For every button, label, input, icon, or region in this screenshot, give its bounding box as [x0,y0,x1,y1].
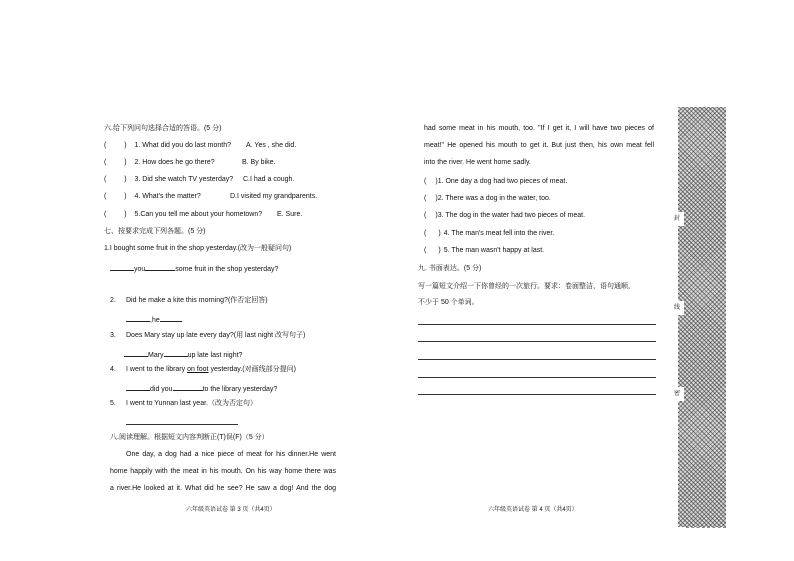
binding-label-mi: 密 [670,387,684,401]
passage-line-5: meat!" He opened his mouth to get it. But just then, his own meat fell [424,142,654,149]
page-footer: 六年级英语试卷 第 3 页（共4页） [186,507,276,513]
choice-row-5: ( ) 5.Can you tell me about your hometown? E. Sure. [104,211,303,218]
section-7-q5-number: 5. [110,400,116,407]
writing-line-3[interactable] [418,359,656,360]
choice-row-3: ( ) 3. Did she watch TV yesterday? C.I had a cough. [104,176,295,183]
passage-line-1: One day, a dog had a nice piece of meat for his dinner.He went [126,451,336,458]
right-exam-page [400,0,794,561]
section-7-q2-answer: ,he [126,313,182,326]
choice-row-1: ( ) 1. What did you do last month? A. Yes , she did. [104,142,297,149]
section-7-q3: Does Mary stay up late every day?(用 last night 改写句子) [126,332,306,339]
section-9-instruction-1: 写一篇短文介绍一下你曾经的一次旅行。要求：卷面整洁，语句通顺， [418,283,635,290]
section-6-title: 六.给下列问句选择合适的答语。(5 分) [104,125,222,132]
answer-line[interactable] [126,424,238,425]
section-7-q1: 1.I bought some fruit in the shop yesterday.(改为一般疑问句) [104,245,292,252]
writing-line-1[interactable] [418,324,656,325]
answer-blank[interactable] [124,348,148,357]
section-7-q5: I went to Yunnan last year.（改为否定句） [126,400,257,407]
section-7-title: 七、按要求完成下列各题。(5 分) [104,228,206,235]
section-7-q4-answer: did you to the library yesterday? [126,382,277,395]
section-7-q2: Did he make a kite this morning?(作否定回答) [126,297,268,304]
tf-item-2: ( )2. There was a dog in the water, too. [424,195,551,202]
binding-strip [678,107,726,527]
tf-item-1: ( )1. One day a dog had two pieces of meat. [424,178,568,185]
bottom-dashed-mark [686,527,726,528]
answer-blank[interactable] [126,382,150,391]
answer-blank[interactable] [110,262,134,271]
section-9-title: 九. 书面表达。(5 分) [418,265,482,272]
answer-blank[interactable] [145,262,175,271]
section-7-q2-number: 2. [110,297,116,304]
section-9-instruction-2: 不少于 50 个单词。 [418,299,479,306]
writing-line-5[interactable] [418,394,656,395]
answer-blank[interactable] [173,382,203,391]
answer-blank[interactable] [164,348,188,357]
section-7-q4-number: 4. [110,366,116,373]
answer-blank[interactable] [160,313,182,322]
choice-row-4: ( ) 4. What's the matter? D.I visited my grandparents. [104,193,318,200]
passage-line-4: had some meat in his mouth, too. "If I get it, I will have two pieces of [424,125,654,132]
section-7-q1-answer: you some fruit in the shop yesterday? [110,262,278,275]
writing-line-2[interactable] [418,341,656,342]
section-7-q3-answer: Mary up late last night? [124,348,242,361]
binding-label-xian: 线 [670,301,684,315]
section-7-q4: I went to the library on foot yesterday.(对画线部分提问) [126,366,296,373]
passage-line-3: a river.He looked at it. What did he see? He saw a dog! And the dog [110,485,336,492]
choice-row-2: ( ) 2. How does he go there? B. By bike. [104,159,276,166]
answer-blank[interactable] [126,313,150,322]
section-7-q3-number: 3. [110,332,116,339]
tf-item-5: ( ) 5. The man wasn't happy at last. [424,247,545,254]
tf-item-3: ( )3. The dog in the water had two pieces of meat. [424,212,586,219]
passage-line-2: home happily with the meat in his mouth. On his way home there was [110,468,336,475]
binding-label-feng: 封 [670,212,684,226]
page-footer: 六年级英语试卷 第 4 页（共4页） [488,507,578,513]
section-8-title: 八.阅读理解。根据短文内容判断正(T)误(F)（5 分） [110,434,269,441]
underlined-phrase: on foot [187,366,209,373]
passage-line-6: into the river. He went home sadly. [424,159,531,166]
tf-item-4: ( ) 4. The man's meat fell into the river. [424,230,555,237]
writing-line-4[interactable] [418,377,656,378]
